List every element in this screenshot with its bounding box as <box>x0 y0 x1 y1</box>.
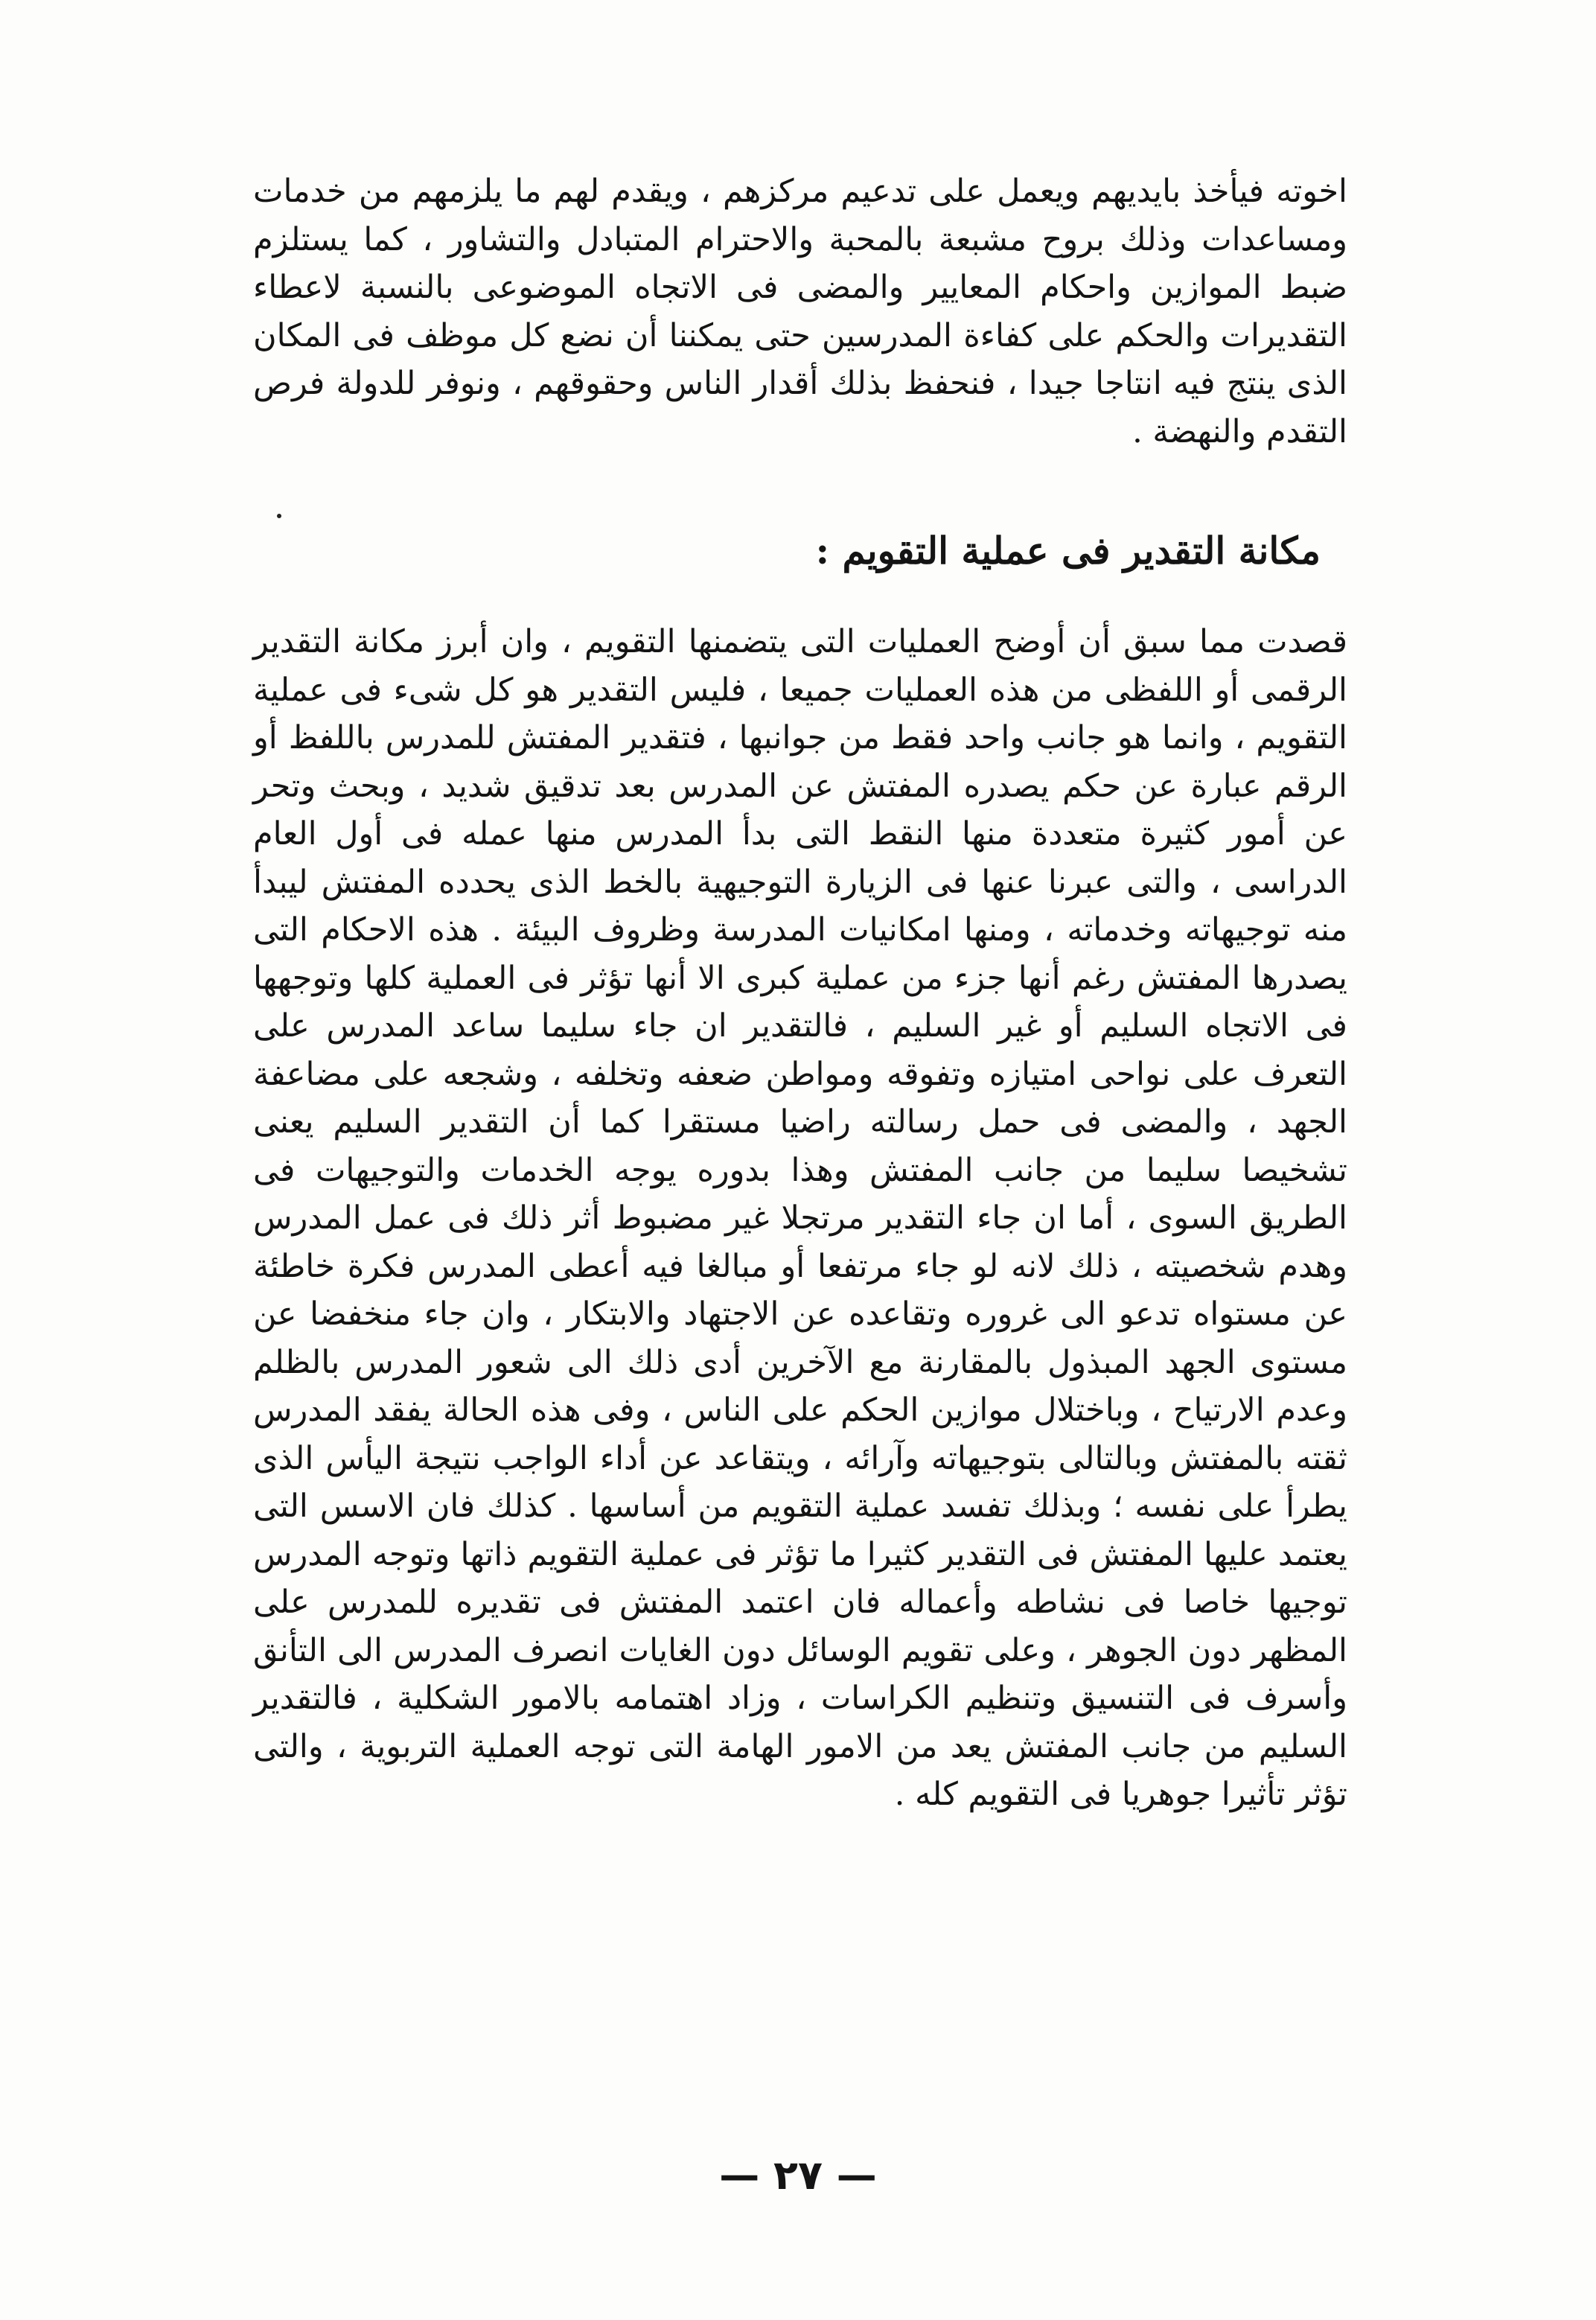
intro-paragraph: اخوته فيأخذ بايديهم ويعمل على تدعيم مركزهم ، ويقدم لهم ما يلزمهم من خدمات ومساعدات وذلك بروح مشبعة بالمحبة والاحترام المتبادل والتشاور ، كما يستلزم ضبط الموازين واحكام المعايير والمضى فى الاتجاه الموضوعى بالنسبة لاعطاء التقديرات والحكم على كفاءة المدرسين حتى يمكننا أن نضع كل موظف فى المكان الذى ينتج فيه انتاجا جيدا ، فنحفظ بذلك أقدار الناس وحقوقهم ، ونوفر للدولة فرص التقدم والنهضة . <box>253 173 1347 450</box>
body-paragraph: قصدت مما سبق أن أوضح العمليات التى يتضمنها التقويم ، وان أبرز مكانة التقدير الرقمى أو اللفظى من هذه العمليات جميعا ، فليس التقدير هو كل شىء فى عملية التقويم ، وانما هو جانب واحد فقط من جوانبها ، فتقدير المفتش للمدرس باللفظ أو الرقم عبارة عن حكم يصدره المفتش عن المدرس بعد تدقيق شديد ، وبحث وتحر عن أمور كثيرة متعددة منها النقط التى بدأ المدرس منها عمله فى أول العام الدراسى ، والتى عبرنا عنها فى الزيارة التوجيهية بالخط الذى يحدده المفتش ليبدأ منه توجيهاته وخدماته ، ومنها امكانيات المدرسة وظروف البيئة . هذه الاحكام التى يصدرها المفتش رغم أنها جزء من عملية كبرى الا أنها تؤثر فى العملية كلها وتوجهها فى الاتجاه السليم أو غير السليم ، فالتقدير ان جاء سليما ساعد المدرس على التعرف على نواحى امتيازه وتفوقه ومواطن ضعفه وتخلفه ، وشجعه على مضاعفة الجهد ، والمضى فى حمل رسالته راضيا مستقرا كما أن التقدير السليم يعنى تشخيصا سليما من جانب المفتش وهذا بدوره يوجه الخدمات والتوجيهات فى الطريق السوى ، أما ان جاء التقدير مرتجلا غير مضبوط أثر ذلك فى عمل المدرس وهدم شخصيته ، ذلك لانه لو جاء مرتفعا أو مبالغا فيه أعطى المدرس فكرة خاطئة عن مستواه تدعو الى غروره وتقاعده عن الاجتهاد والابتكار ، وان جاء منخفضا عن مستوى الجهد المبذول بالمقارنة مع الآخرين أدى ذلك الى شعور المدرس بالظلم وعدم الارتياح ، وباختلال موازين الحكم على الناس ، وفى هذه الحالة يفقد المدرس ثقته بالمفتش وبالتالى بتوجيهاته وآرائه ، ويتقاعد عن أداء الواجب نتيجة اليأس الذى يطرأ على نفسه ؛ وبذلك تفسد عملية التقويم من أساسها . كذلك فان الاسس التى يعتمد عليها المفتش فى التقدير كثيرا ما تؤثر فى عملية التقويم ذاتها وتوجه المدرس توجيها خاصا فى نشاطه وأعماله فان اعتمد المفتش فى تقديره للمدرس على المظهر دون الجوهر ، وعلى تقويم الوسائل دون الغايات انصرف المدرس الى التأنق وأسرف فى التنسيق وتنظيم الكراسات ، وزاد اهتمامه بالامور الشكلية ، فالتقدير السليم من جانب المفتش يعد من الامور الهامة التى توجه العملية التربوية ، والتى تؤثر تأثيرا جوهريا فى التقويم كله . <box>253 623 1347 1813</box>
scan-speck <box>277 514 281 518</box>
section-heading: مكانة التقدير فى عملية التقويم : <box>815 529 1321 573</box>
page-number: — ٢٧ — <box>719 2152 877 2199</box>
